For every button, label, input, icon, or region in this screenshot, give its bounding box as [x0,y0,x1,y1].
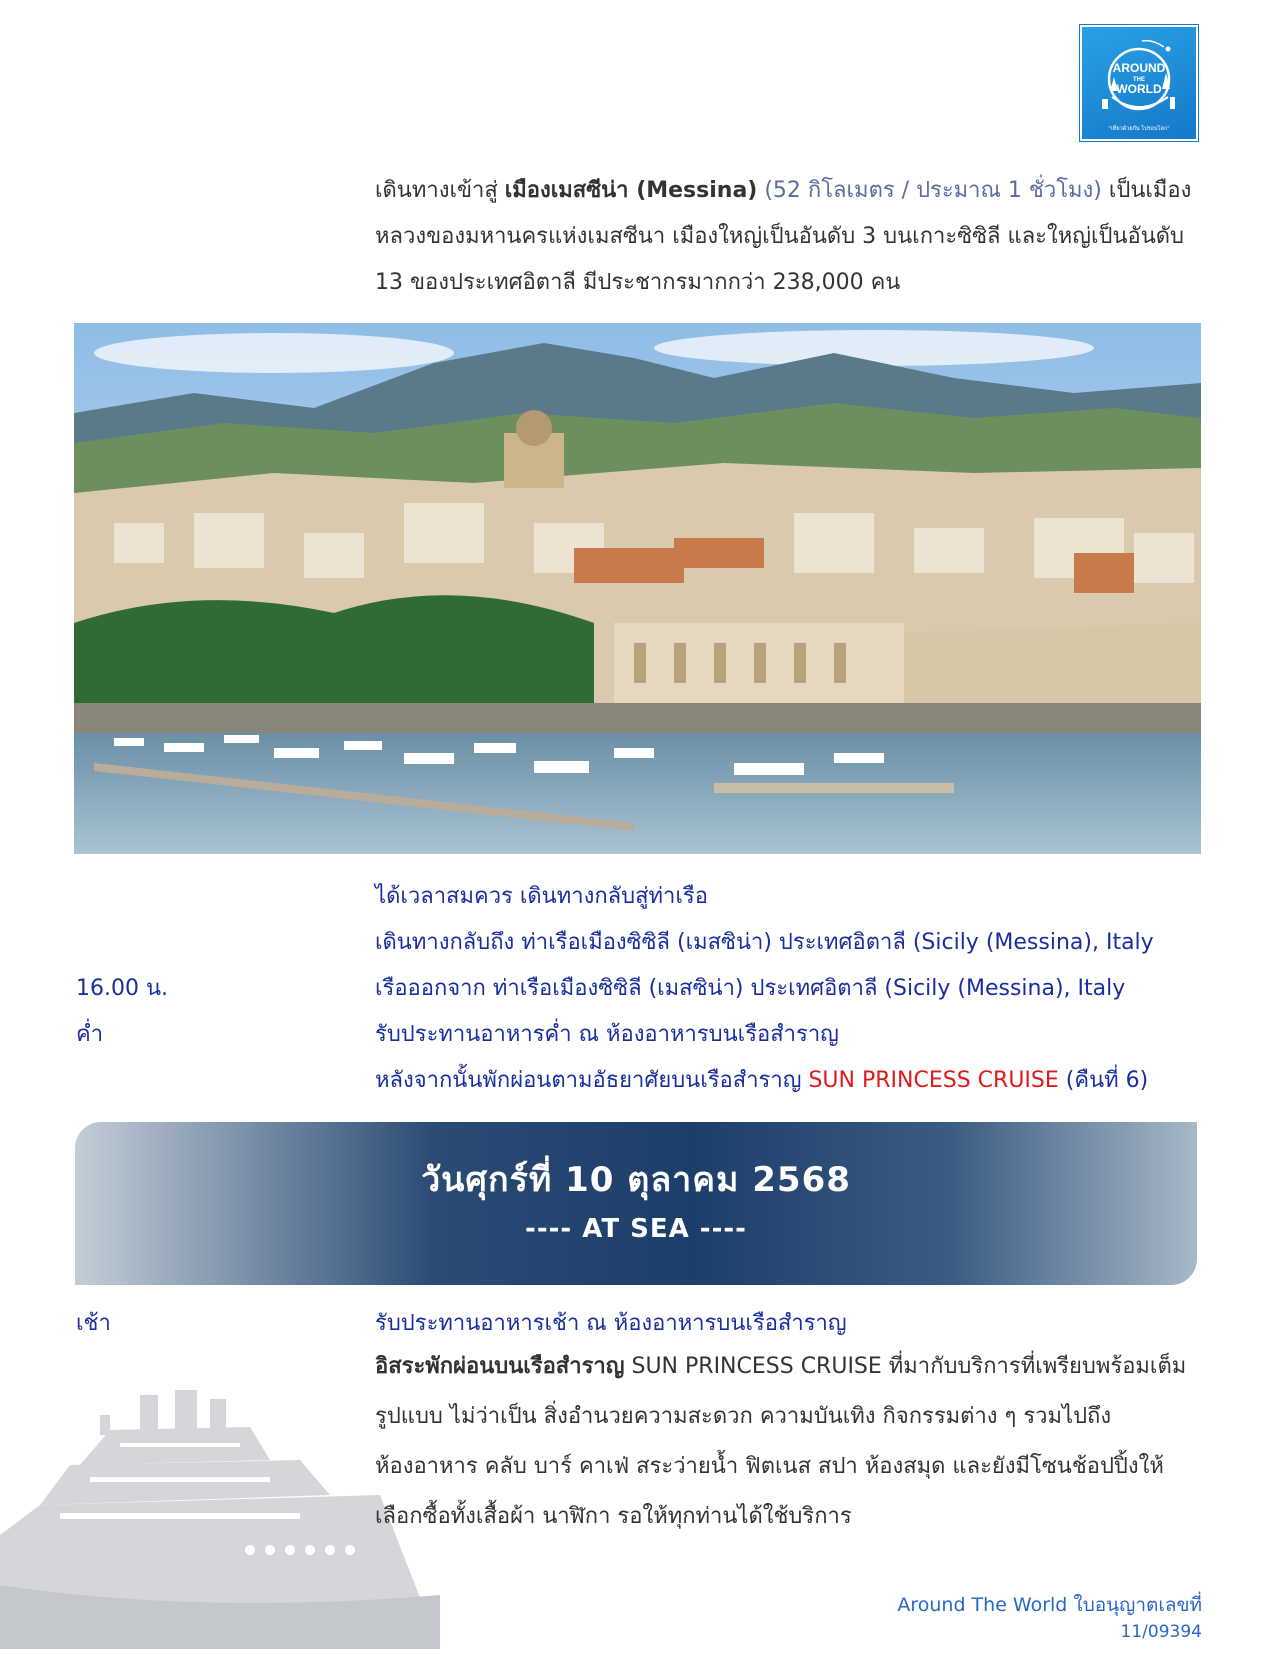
itinerary-row-5 [375,1062,1205,1097]
morning-time: เช้า [76,1311,111,1336]
itinerary-time-3: 16.00 น. [76,976,169,1001]
day-banner-title: วันศุกร์ที่ 10 ตุลาคม 2568 [421,1160,851,1200]
detail-line-3: ห้องอาหาร คลับ บาร์ คาเฟ่ สระว่ายน้ำ ฟิตเนส สปา ห้องสมุด และยังมีโซนช้อปปิ้งให้ [375,1454,1164,1479]
globe-icon [1082,27,1196,139]
detail-line1-rest: SUN PRINCESS CRUISE ที่มากับบริการที่เพรียบพร้อมเต็ม [624,1354,1187,1379]
day-banner [75,1122,1197,1285]
detail-bold-lead: อิสระพักผ่อนบนเรือสำราญ [375,1354,625,1379]
intro-line-3: 13 ของประเทศอิตาลี มีประชากรมากกว่า 238,000 คน [375,270,901,295]
around-the-world-logo [1080,25,1198,141]
logo-text-around: AROUND [1112,61,1166,75]
itinerary-time-4: ค่ำ [76,1022,104,1047]
detail-line-2: รูปแบบ ไม่ว่าเป็น สิ่งอำนวยความสะดวก ความบันเทิง กิจกรรมต่าง ๆ รวมไปถึง [375,1404,1112,1429]
intro-line-2: หลวงของมหานครแห่งเมสซีนา เมืองใหญ่เป็นอันดับ 3 บนเกาะซิซิลี และใหญ่เป็นอันดับ [375,224,1185,249]
intro-line1-rest: เป็นเมือง [1101,178,1192,203]
itinerary-row-4: รับประทานอาหารค่ำ ณ ห้องอาหารบนเรือสำราญ [375,1022,839,1047]
intro-paragraph [375,168,1200,306]
logo-text-the: THE [1133,77,1145,83]
detail-line-4: เลือกซื้อทั้งเสื้อผ้า นาฬิกา รอให้ทุกท่านได้ใช้บริการ [375,1504,852,1529]
itinerary-row-5-post: (คืนที่ 6) [1058,1068,1149,1093]
intro-prefix: เดินทางเข้าสู่ [375,178,505,203]
intro-city: เมืองเมสซีน่า (Messina) [504,178,758,203]
cruise-ship-silhouette-icon [0,1385,440,1649]
footer-license-number: 11/09394 [1120,1622,1202,1642]
footer-brand: Around The World [897,1594,1068,1616]
day-detail-paragraph [375,1342,1205,1542]
itinerary-row-1: ได้เวลาสมควร เดินทางกลับสู่ท่าเรือ [375,884,708,909]
day-banner-subtitle: ---- AT SEA ---- [525,1214,747,1244]
messina-harbor-photo [74,323,1201,854]
morning-activity: รับประทานอาหารเช้า ณ ห้องอาหารบนเรือสำราญ [375,1311,847,1336]
intro-line-1 [375,168,1200,214]
footer-license [812,1590,1202,1642]
itinerary-row-3: เรือออกจาก ท่าเรือเมืองซิซิลี (เมสซิน่า) ประเทศอิตาลี (Sicily (Messina), Italy [375,976,1126,1001]
cruise-name-highlight: SUN PRINCESS CRUISE [808,1068,1059,1093]
logo-tagline: "เที่ยวด้วยกัน ไปรอบโลก" [1108,126,1170,132]
detail-line-1 [375,1342,1205,1392]
itinerary-row-5-pre: หลังจากนั้นพักผ่อนตามอัธยาศัยบนเรือสำราญ [375,1068,809,1093]
itinerary-row-2: เดินทางกลับถึง ท่าเรือเมืองซิซิลี (เมสซิน่า) ประเทศอิตาลี (Sicily (Messina), Italy [375,930,1154,955]
footer-license-label: ใบอนุญาตเลขที่ [1067,1594,1202,1616]
intro-distance: (52 กิโลเมตร / ประมาณ 1 ชั่วโมง) [757,178,1102,203]
logo-text-world: WORLD [1116,82,1162,96]
